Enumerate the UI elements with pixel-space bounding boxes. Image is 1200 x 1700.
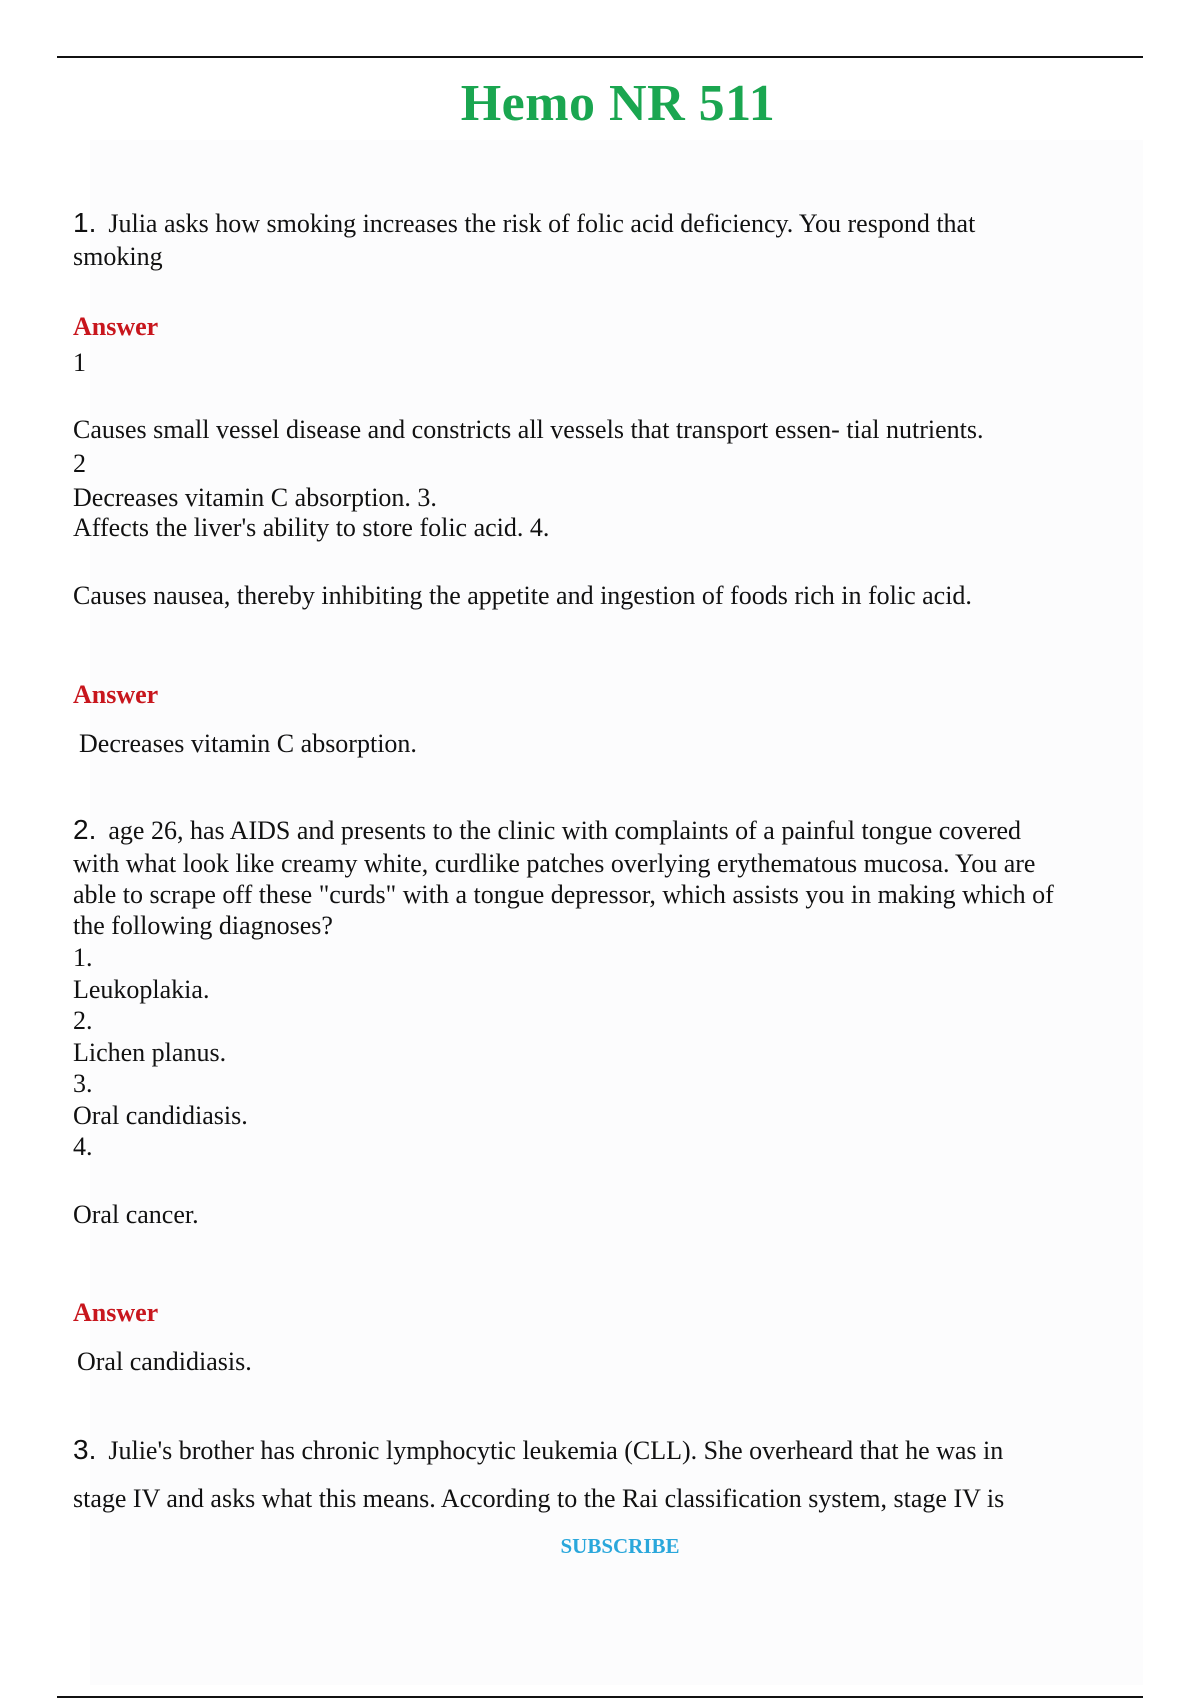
question-2-option-line: 1. bbox=[73, 943, 93, 972]
document-title: Hemo NR 511 bbox=[460, 75, 776, 132]
question-1-option-line: Causes small vessel disease and constricts all vessels that transport essen- tial nutrients. bbox=[73, 415, 984, 444]
question-1-option-line: Affects the liver's ability to store folic acid. 4. bbox=[73, 513, 550, 542]
question-2-stem-line-2: with what look like creamy white, curdlike patches overlying erythematous mucosa. You are bbox=[73, 849, 1036, 878]
question-2-option-line: Leukoplakia. bbox=[73, 975, 210, 1004]
question-3-stem-line-1: 3. Julie's brother has chronic lymphocytic leukemia (CLL). She overheard that he was in bbox=[73, 1434, 1004, 1465]
question-1-stem-line-1: 1. Julia asks how smoking increases the risk of folic acid deficiency. You respond that bbox=[73, 207, 976, 238]
question-1-answer: Decreases vitamin C absorption. bbox=[79, 729, 417, 758]
question-1-option-line: Decreases vitamin C absorption. 3. bbox=[73, 483, 437, 512]
question-1-stem-line-2: smoking bbox=[73, 242, 163, 271]
question-2-option-line: Oral cancer. bbox=[73, 1200, 199, 1229]
question-3-number: 3. bbox=[73, 1434, 97, 1465]
question-2-option-line: 3. bbox=[73, 1069, 93, 1098]
question-2-stem-line-3: able to scrape off these "curds" with a tongue depressor, which assists you in making which of bbox=[73, 880, 1054, 909]
top-rule bbox=[57, 56, 1143, 58]
subscribe-link[interactable]: SUBSCRIBE bbox=[560, 1534, 680, 1558]
question-1-option-line: 1 bbox=[73, 348, 86, 377]
question-1-number: 1. bbox=[73, 207, 97, 238]
question-2-stem-line-1: 2. age 26, has AIDS and presents to the clinic with complaints of a painful tongue covered bbox=[73, 814, 1022, 845]
question-2-answer: Oral candidiasis. bbox=[77, 1347, 252, 1376]
question-1-option-line: 2 bbox=[73, 449, 86, 478]
question-2-number: 2. bbox=[73, 814, 97, 845]
question-2-option-line: Lichen planus. bbox=[73, 1038, 227, 1067]
question-1-option-line: Causes nausea, thereby inhibiting the appetite and ingestion of foods rich in folic acid. bbox=[73, 581, 972, 610]
answer-label: Answer bbox=[73, 1298, 159, 1327]
answer-label: Answer bbox=[73, 312, 159, 341]
answer-label: Answer bbox=[73, 680, 159, 709]
bottom-rule bbox=[57, 1696, 1143, 1698]
question-2-option-line: 2. bbox=[73, 1006, 93, 1035]
question-3-stem-line-2: stage IV and asks what this means. According to the Rai classification system, stage IV is bbox=[73, 1484, 1005, 1513]
question-2-stem-line-4: the following diagnoses? bbox=[73, 911, 333, 940]
question-2-option-line: Oral candidiasis. bbox=[73, 1101, 248, 1130]
question-2-option-line: 4. bbox=[73, 1132, 93, 1161]
